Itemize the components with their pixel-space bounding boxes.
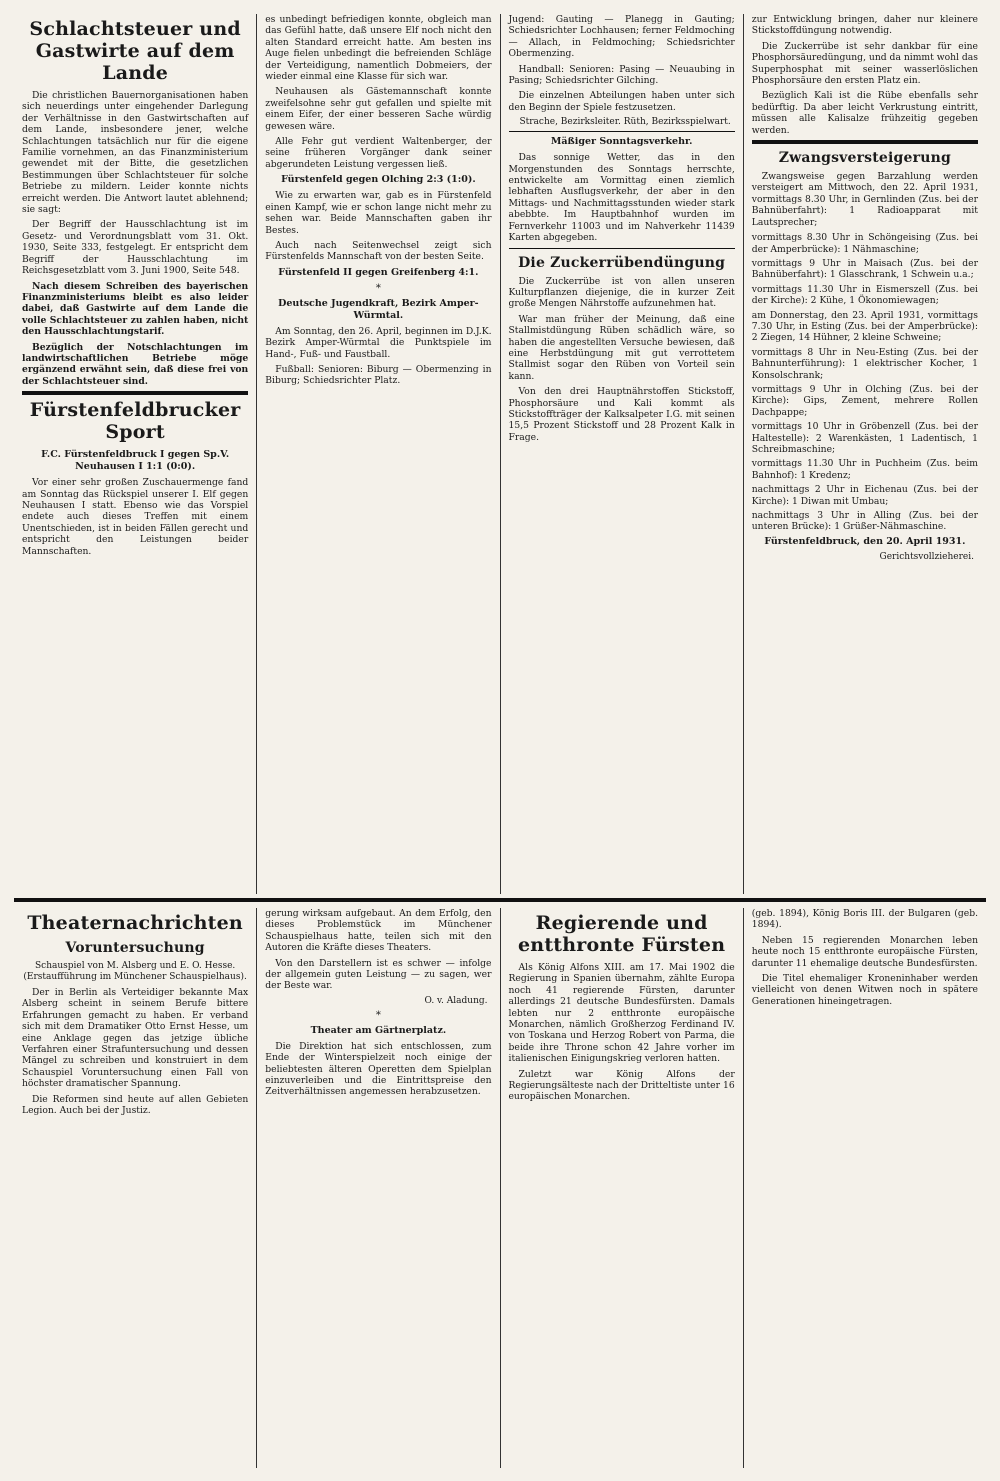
top-band (14, 14, 986, 894)
auction-item: vormittags 9 Uhr in Maisach (Zus. bei der Bahnüberfahrt): 1 Glasschrank, 1 Schwein u.a.; (751, 257, 978, 281)
separator-star: * (375, 282, 381, 294)
auction-signoff: Fürstenfeldbruck, den 20. April 1931. (764, 535, 966, 547)
auction-item: nachmittags 3 Uhr in Alling (Zus. bei der unteren Brücke): 1 Grüßer-Nähmaschine. (751, 510, 978, 533)
column-1 (14, 14, 256, 894)
headline-schlachtsteuer: Schlachtsteuer und Gastwirte auf dem Lande (29, 18, 241, 84)
auction-office: Gerichtsvollzieherei. (879, 551, 974, 562)
section-rule (509, 131, 735, 132)
auction-item: vormittags 10 Uhr in Gröbenzell (Zus. bei der Haltestelle): 2 Warenkästen, 1 Ladentisch, 1 Schreibmaschine; (751, 421, 978, 455)
column-8 (743, 908, 986, 1468)
article-paragraph: Die einzelnen Abteilungen haben unter sich den Beginn der Spiele festzusetzen. (508, 90, 735, 113)
column-3 (500, 14, 743, 894)
article-paragraph: Bezüglich Kali ist die Rübe ebenfalls sehr bedürftig. Da aber leicht Verkrustung eintritt, müssen alle Kalisalze frühzeitig gegeben werden. (751, 90, 978, 136)
auction-item: vormittags 11.30 Uhr in Puchheim (Zus. beim Bahnhof): 1 Kredenz; (751, 458, 978, 481)
separator-star: * (375, 1009, 381, 1021)
theater-byline: Schauspiel von M. Alsberg und E. O. Hesse. (Erstaufführung im Münchener Schauspielhaus). (23, 961, 247, 982)
article-paragraph: Am Sonntag, den 26. April, beginnen im D.J.K. Bezirk Amper-Würmtal die Punktspiele im Hand-, Fuß- und Faustball. (265, 325, 492, 360)
article-paragraph: es unbedingt befriedigen konnte, obgleich man das Gefühl hatte, daß unsere Elf noch nicht den alten Standard erreicht hatte. Am besten ins Auge fielen unbedingt die befreienden Schläge der Verteidigung, namentlich Dobmeiers, der wieder einmal eine Klasse für sich war. (265, 14, 492, 83)
signature: O. v. Aladung. (424, 995, 488, 1006)
section-rule (752, 140, 978, 144)
band-divider (14, 898, 986, 902)
auction-item: vormittags 11.30 Uhr in Eismerszell (Zus. bei der Kirche): 2 Kühe, 1 Ökonomiewagen; (751, 283, 978, 307)
subheadline-voruntersuchung: Voruntersuchung (65, 940, 205, 956)
article-paragraph: Die Direktion hat sich entschlossen, zum Ende der Winterspielzeit noch einige der beliebtesten älteren Operetten dem Spielplan einzuverleiben und die Eintrittspreise den Zeitverhältnissen angemessen herabzusetzen. (265, 1040, 492, 1098)
article-paragraph: Der in Berlin als Verteidiger bekannte Max Alsberg scheint in seinem Berufe bittere Erfahrungen gemacht zu haben. Er verband sich mit dem Dramatiker Otto Ernst Hesse, um eine Anklage gegen das jetzige übliche Verfahren einer Strafuntersuchung und dessen Mängel zu schreiben und konstruiert in dem Schauspiel Voruntersuchung einen Fall von höchster dramatischer Spannung. (22, 987, 249, 1090)
match-subheading: F.C. Fürstenfeldbruck I gegen Sp.V. Neuhausen I 1:1 (0:0). (41, 449, 230, 473)
article-paragraph: Der Begriff der Hausschlachtung ist im Gesetz- und Verordnungsblatt vom 31. Okt. 1930, Seite 333, festgelegt. Er entspricht dem Begriff der Hausschlachtung im Reichsgesetzblatt vom 3. Juni 1900, Seite 548. (22, 219, 249, 277)
article-paragraph: Jugend: Gauting — Planegg in Gauting; Schiedsrichter Lochhausen; ferner Feldmoching — Allach, in Feldmoching; Schiedsrichter Obermenzing. (508, 14, 735, 60)
headline-zwangsversteigerung: Zwangsversteigerung (778, 150, 951, 167)
article-paragraph: Vor einer sehr großen Zuschauermenge fand am Sonntag das Rückspiel unserer I. Elf gegen Neuhausen I statt. Ebenso wie das Vorspiel endete auch dieses Treffen mit einem Unentschieden, ist in beiden Fällen gerecht und entspricht den Leistungen beider Mannschaften. (22, 477, 249, 557)
article-paragraph: Die Titel ehemaliger Kroneninhaber werden vielleicht von denen Witwen noch in spätere Generationen hineingetragen. (751, 973, 978, 1007)
article-paragraph: Handball: Senioren: Pasing — Neuaubing in Pasing; Schiedsrichter Gilching. (508, 63, 735, 87)
auction-item: am Donnerstag, den 23. April 1931, vormittags 7.30 Uhr, in Esting (Zus. bei der Amperbrücke): 2 Ziegen, 14 Hühner, 2 kleine Schweine; (751, 309, 978, 344)
column-6 (256, 908, 499, 1468)
article-paragraph: zur Entwicklung bringen, daher nur kleinere Stickstoffdüngung notwendig. (751, 14, 978, 37)
signature: Strache, Bezirksleiter. Rüth, Bezirksspielwart. (519, 117, 731, 128)
article-paragraph: Bezüglich der Notschlachtungen im landwirtschaftlichen Betriebe möge ergänzend erwähnt sein, daß diese frei von der Schlachtsteuer sind. (22, 341, 249, 387)
auction-item: vormittags 8.30 Uhr in Schöngeising (Zus. bei der Amperbrücke): 1 Nähmaschine; (751, 232, 978, 255)
article-paragraph: Die christlichen Bauernorganisationen haben sich neuerdings unter eingehender Darlegung der Verhältnisse in den Gastwirtschaften auf dem Lande, insbesondere jener, welche Schlachtungen tatsächlich nur für die eigene Familie vornehmen, an das Finanzministerium gewendet mit der Bitte, die gesetzlichen Bestimmungen über Schlachtsteuer für solche Betriebe zu mildern. Leider konnte nichts erreicht werden. Die Antwort lautet ablehnend; sie sagt: (22, 90, 249, 216)
article-paragraph: Neuhausen als Gästemannschaft konnte zweifelsohne sehr gut gefallen und spielte mit einem Eifer, der einer besseren Sache würdig gewesen wäre. (265, 86, 492, 132)
article-paragraph: Auch nach Seitenwechsel zeigt sich Fürstenfelds Mannschaft von der besten Seite. (265, 239, 492, 263)
article-paragraph: Die Reformen sind heute auf allen Gebieten Legion. Auch bei der Justiz. (22, 1093, 249, 1117)
article-paragraph: (geb. 1894), König Boris III. der Bulgaren (geb. 1894). (751, 908, 978, 931)
article-paragraph: Neben 15 regierenden Monarchen leben heute noch 15 entthronte europäische Fürsten, darunter 11 ehemalige deutsche Bundesfürsten. (751, 934, 978, 969)
column-5 (14, 908, 256, 1468)
auction-item: vormittags 9 Uhr in Olching (Zus. bei der Kirche): Gips, Zement, mehrere Rollen Dachpappe; (751, 383, 978, 418)
article-paragraph: Zuletzt war König Alfons der Regierungsälteste nach der Dritteltiste unter 16 europäischen Monarchen. (508, 1068, 735, 1103)
article-paragraph: Das sonnige Wetter, das in den Morgenstunden des Sonntags herrschte, entwickelte am Vormittag einen ziemlich lebhaften Ausflugsverkehr, der aber in den Mittags- und Nachmittagsstunden wieder stark abebbte. Im Hauptbahnhof wurden im Fernverkehr 11003 und im Nahverkehr 11439 Karten abgegeben. (508, 152, 735, 244)
youth-subheading: Deutsche Jugendkraft, Bezirk Amper-Würmtal. (278, 297, 479, 321)
headline-sport: Fürstenfeldbrucker Sport (29, 399, 241, 444)
headline-fuersten: Regierende und entthronte Fürsten (518, 912, 726, 956)
auction-item: vormittags 8 Uhr in Neu-Esting (Zus. bei der Bahnunterführung): 1 elektrischer Kocher, 1 Konsolschrank; (751, 346, 978, 381)
column-7 (500, 908, 743, 1468)
article-paragraph: Von den Darstellern ist es schwer — infolge der allgemein guten Leistung — zu sagen, wer der Beste war. (265, 957, 492, 992)
match-subheading: Fürstenfeld gegen Olching 2:3 (1:0). (281, 174, 476, 186)
article-paragraph: Fußball: Senioren: Biburg — Obermenzing in Biburg; Schiedsrichter Platz. (265, 363, 492, 387)
article-paragraph: Alle Fehr gut verdient Waltenberger, der seine früheren Vorgänger dank seiner abgerundeten Leistung vergessen ließ. (265, 136, 492, 170)
article-paragraph: Als König Alfons XIII. am 17. Mai 1902 die Regierung in Spanien übernahm, zählte Europa noch 41 regierende Fürsten, darunter allerdings 21 deutsche Bundesfürsten. Damals lebten nur 2 entthronte europäische Monarchen, nämlich Großherzog Ferdinand IV. von Toskana und Herzog Robert von Parma, die beide ihre Throne schon 42 Jahre vorher im italienischen Einigungskrieg verloren hatten. (508, 962, 735, 1065)
traffic-subheading: Mäßiger Sonntagsverkehr. (550, 136, 693, 148)
article-paragraph: Von den drei Hauptnährstoffen Stickstoff, Phosphorsäure und Kali kommt als Stickstoffträger der Kalksalpeter I.G. mit seinen 15,5 Prozent Stickstoff und 28 Prozent Kalk in Frage. (508, 386, 735, 443)
column-4 (743, 14, 986, 894)
article-paragraph: Die Zuckerrübe ist sehr dankbar für eine Phosphorsäuredüngung, und da nimmt wohl das Superphosphat mit seiner wasserlöslichen Phosphorsäure den ersten Platz ein. (751, 40, 978, 87)
auction-intro: Zwangsweise gegen Barzahlung werden versteigert am Mittwoch, den 22. April 1931, vormittags 8.30 Uhr, in Gernlinden (Zus. bei der Bahnüberfahrt): 1 Radioapparat mit Lautsprecher; (751, 171, 978, 228)
column-2 (256, 14, 499, 894)
headline-theaternachrichten: Theaternachrichten (27, 912, 243, 934)
auction-item: nachmittags 2 Uhr in Eichenau (Zus. bei der Kirche): 1 Diwan mit Umbau; (751, 484, 978, 507)
article-paragraph: gerung wirksam aufgebaut. An dem Erfolg, den dieses Problemstück im Münchener Schauspielhaus hatte, teilen sich mit den Autoren die Kräfte dieses Theaters. (265, 908, 492, 954)
headline-zuckerruebe: Die Zuckerrübendüngung (518, 254, 726, 271)
bottom-band (14, 908, 986, 1468)
section-rule (22, 391, 248, 395)
result-line: Fürstenfeld II gegen Greifenberg 4:1. (278, 266, 479, 278)
article-paragraph: Wie zu erwarten war, gab es in Fürstenfeld einen Kampf, wie er schon lange nicht mehr zu sehen war. Beide Mannschaften gaben ihr Bestes. (265, 190, 492, 236)
article-paragraph: War man früher der Meinung, daß eine Stallmistdüngung Rüben schädlich wäre, so haben die angestellten Versuche bewiesen, daß eine Herbstdüngung mit gut verrottetem Stallmist sogar den Rüben von Vorteil sein kann. (508, 313, 735, 382)
gaertnerplatz-subheading: Theater am Gärtnerplatz. (310, 1024, 447, 1036)
article-paragraph: Nach diesem Schreiben des bayerischen Finanzministeriums bleibt es also leider dabei, daß Gastwirte auf dem Lande die volle Schlachtsteuer zu zahlen haben, nicht den Hausschlachtungstarif. (22, 280, 249, 338)
section-rule (509, 248, 735, 249)
article-paragraph: Die Zuckerrübe ist von allen unseren Kulturpflanzen diejenige, die in kurzer Zeit große Mengen Nährstoffe aufzunehmen hat. (508, 275, 735, 310)
